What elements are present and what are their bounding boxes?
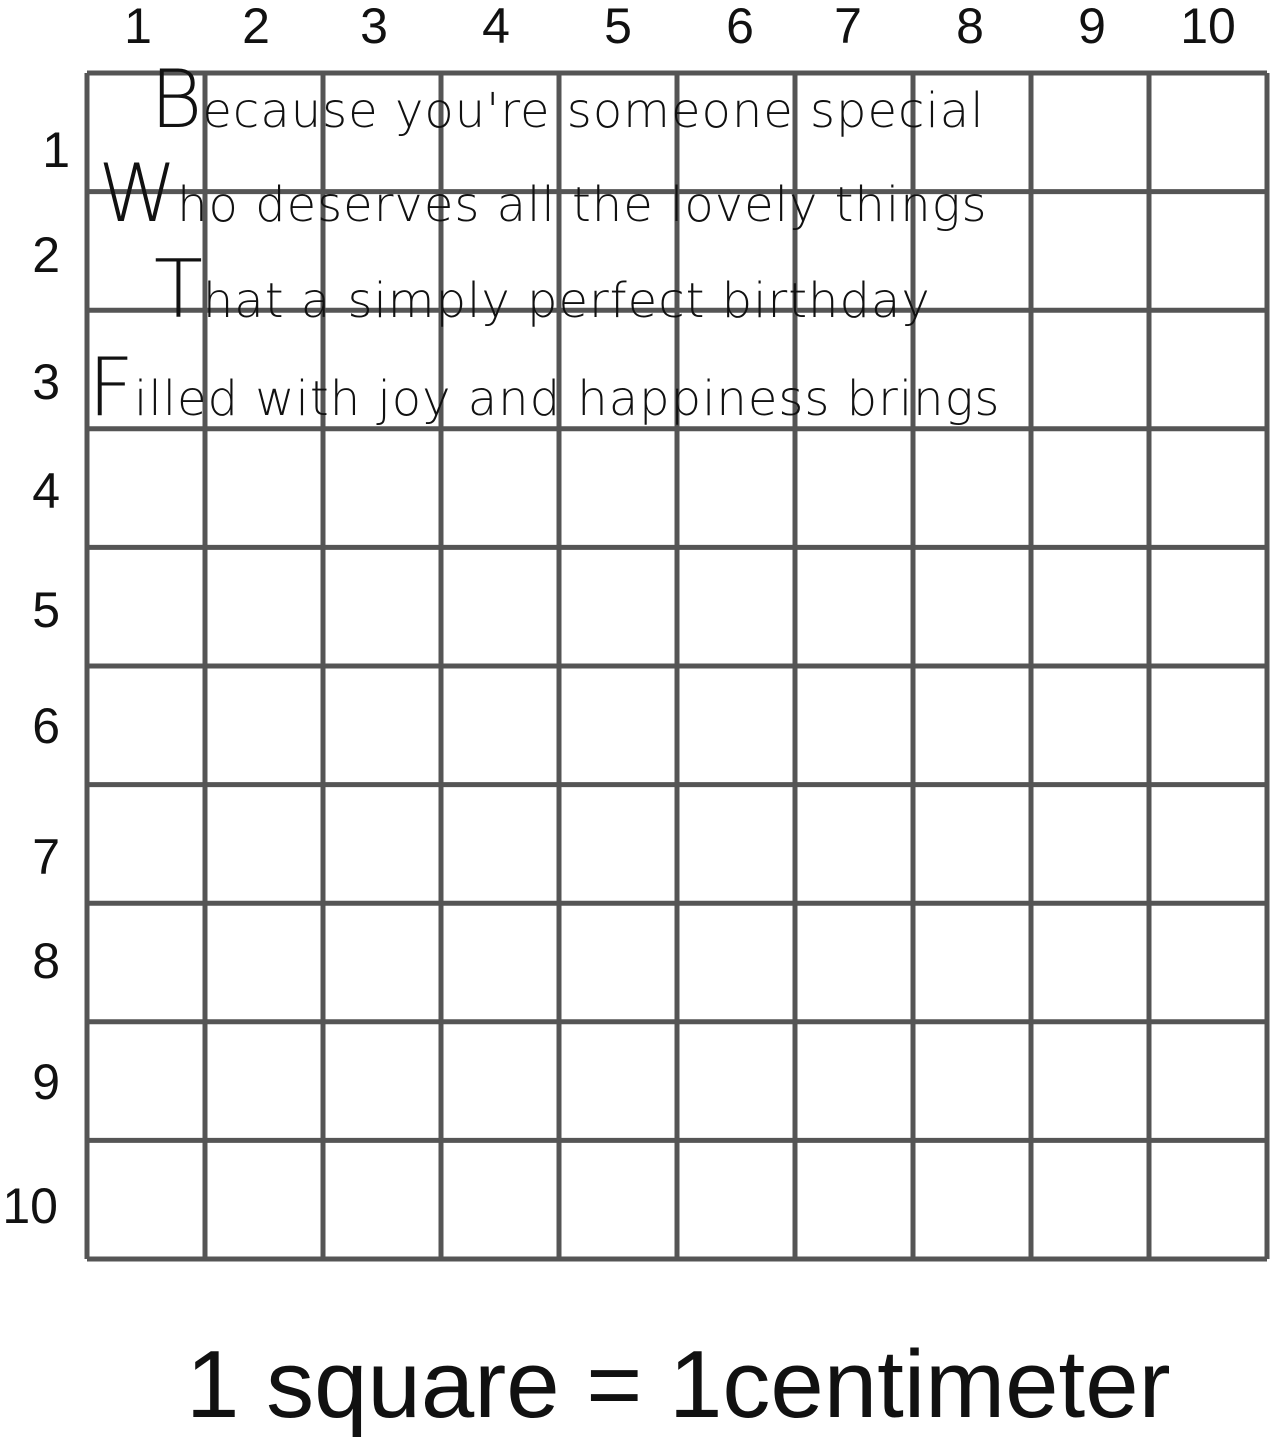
- poem-line-2-text: ho deserves all the lovely things: [177, 177, 988, 233]
- poem-line-3-text: hat a simply perfect birthday: [202, 273, 931, 329]
- poem-line-3-capital: T: [154, 243, 203, 336]
- row-label-6: 6: [32, 698, 60, 754]
- column-label-8: 8: [956, 0, 984, 54]
- column-label-9: 9: [1078, 0, 1106, 54]
- centimeter-grid: [84, 70, 1270, 1262]
- column-label-1: 1: [124, 0, 152, 54]
- poem-line-4-text: illed with joy and happiness brings: [134, 371, 1001, 427]
- poem-line-2-capital: W: [98, 147, 178, 240]
- poem-line-1-text: ecause you're someone special: [202, 83, 985, 139]
- column-label-6: 6: [726, 0, 754, 54]
- row-label-9: 9: [32, 1054, 60, 1110]
- row-label-7: 7: [32, 829, 60, 885]
- row-label-8: 8: [32, 933, 60, 989]
- column-label-3: 3: [360, 0, 388, 54]
- row-label-3: 3: [32, 354, 60, 410]
- scale-note: 1 square = 1centimeter: [186, 1331, 1171, 1438]
- row-label-5: 5: [32, 582, 60, 638]
- row-label-10: 10: [2, 1178, 58, 1234]
- poem-line-4: [88, 341, 1001, 434]
- poem-line-1: [150, 53, 985, 146]
- row-label-4: 4: [32, 463, 60, 519]
- column-label-10: 10: [1180, 0, 1236, 54]
- poem-line-4-capital: F: [88, 341, 135, 434]
- column-label-7: 7: [834, 0, 862, 54]
- row-label-2: 2: [32, 227, 60, 283]
- column-label-4: 4: [482, 0, 510, 54]
- column-label-5: 5: [604, 0, 632, 54]
- poem-line-1-capital: B: [150, 53, 203, 146]
- row-label-1: 1: [42, 122, 70, 178]
- column-label-2: 2: [242, 0, 270, 54]
- poem-line-2: [98, 147, 988, 240]
- poem-line-3: [154, 243, 931, 336]
